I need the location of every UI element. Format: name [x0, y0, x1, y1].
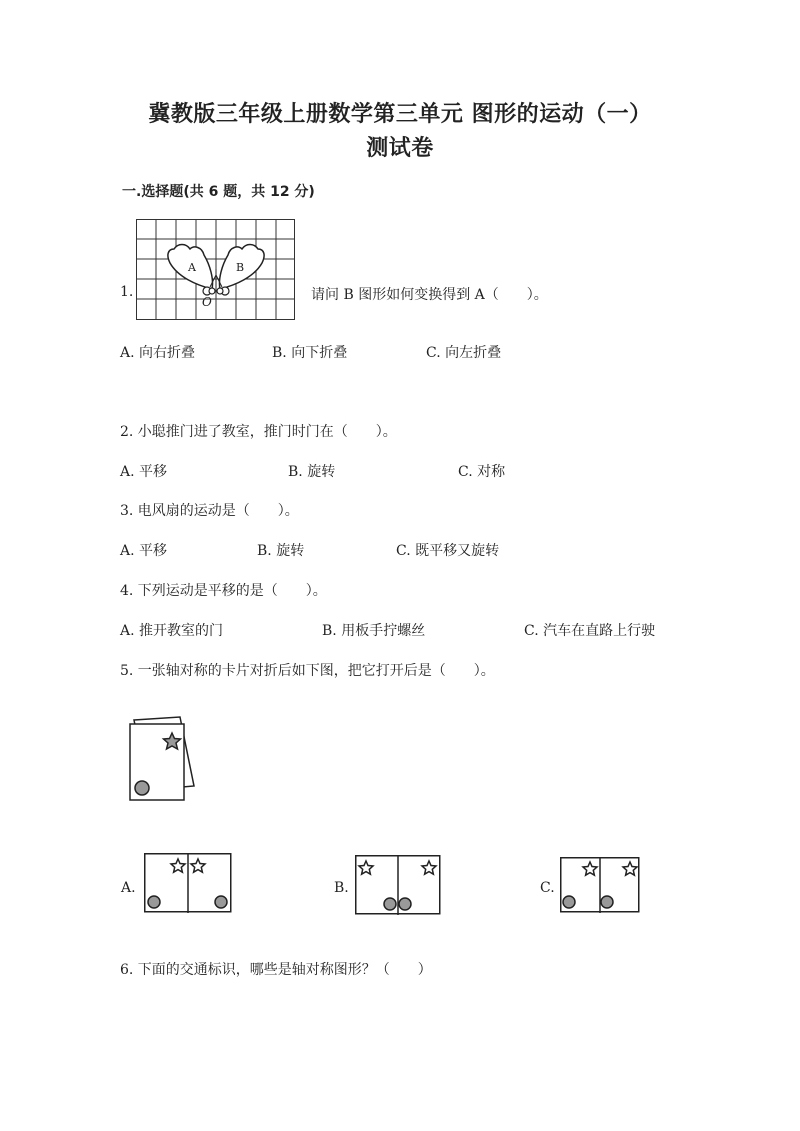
q5-folded-card	[128, 716, 198, 804]
circle-icon	[384, 898, 396, 910]
q5-option-b-label[interactable]: B.	[334, 880, 349, 896]
page-title-line2: 测试卷	[366, 136, 434, 161]
section-heading: 一.选择题(共 6 题，共 12 分)	[122, 184, 315, 200]
q4-option-c[interactable]: C. 汽车在直路上行驶	[524, 623, 656, 639]
q5-option-a-label[interactable]: A.	[121, 880, 136, 896]
q5-option-a-card[interactable]	[144, 853, 232, 913]
q1-label-b: B	[236, 261, 245, 274]
q2-text: 2. 小聪推门进了教室，推门时门在（ ）。	[120, 424, 397, 440]
circle-icon	[215, 896, 227, 908]
q1-option-b[interactable]: B. 向下折叠	[272, 345, 348, 361]
circle-icon	[601, 896, 613, 908]
q2-option-a[interactable]: A. 平移	[120, 464, 168, 480]
q1-grid-figure	[136, 219, 296, 321]
q1-label-a: A	[188, 261, 196, 274]
q1-label-o: O	[202, 295, 212, 309]
circle-icon	[135, 781, 149, 795]
q2-option-c[interactable]: C. 对称	[458, 464, 506, 480]
q3-option-c[interactable]: C. 既平移又旋转	[396, 543, 500, 559]
circle-icon	[563, 896, 575, 908]
page-title-line1: 冀教版三年级上册数学第三单元 图形的运动（一）	[148, 102, 652, 127]
q1-option-c[interactable]: C. 向左折叠	[426, 345, 502, 361]
q1-option-a[interactable]: A. 向右折叠	[120, 345, 196, 361]
q3-option-a[interactable]: A. 平移	[120, 543, 168, 559]
q3-option-b[interactable]: B. 旋转	[257, 543, 305, 559]
q5-option-c-card[interactable]	[560, 857, 640, 913]
q4-option-b[interactable]: B. 用板手拧螺丝	[322, 623, 426, 639]
q5-option-b-card[interactable]	[355, 855, 441, 915]
q4-text: 4. 下列运动是平移的是（ ）。	[120, 583, 327, 599]
q5-text: 5. 一张轴对称的卡片对折后如下图，把它打开后是（ ）。	[120, 663, 495, 679]
q4-option-a[interactable]: A. 推开教室的门	[120, 623, 224, 639]
q2-option-b[interactable]: B. 旋转	[288, 464, 336, 480]
circle-icon	[148, 896, 160, 908]
q1-text: 请问 B 图形如何变换得到 A（ ）。	[311, 287, 548, 303]
q3-text: 3. 电风扇的运动是（ ）。	[120, 503, 299, 519]
q5-option-c-label[interactable]: C.	[540, 880, 555, 896]
q1-number: 1.	[120, 284, 134, 300]
circle-icon	[399, 898, 411, 910]
q6-text: 6. 下面的交通标识，哪些是轴对称图形？（ ）	[120, 962, 432, 978]
